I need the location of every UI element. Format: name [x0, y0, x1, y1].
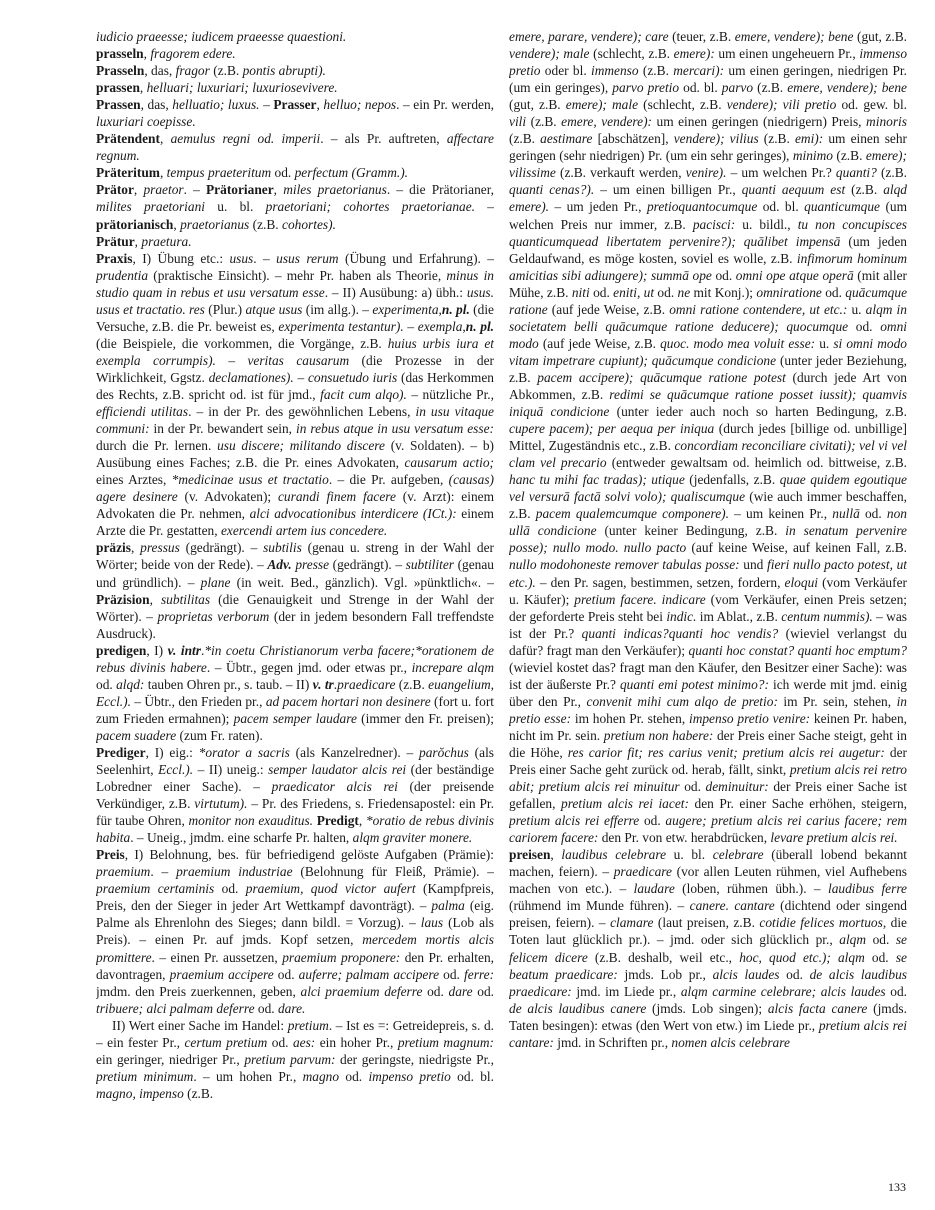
dictionary-entry: Praxis, I) Übung etc.: usus. – usus rerum (Übung und Erfahrung). – prudentia (praktische Einsicht). – mehr Pr. haben als Theorie, minus in studio quam in rebus et usu versatum esse. – II) Ausübung: a) übh.: usus. usus et tractatio. res (Plur.) atque usus (im allg.). – experimenta,n. pl. (die Versuche, z.B. die Pr. beweist es, experimenta testantur). – exempla,n. pl. (die Beispiele, die vorkommen, die Vorgänge, z.B. huius urbis iura et exempla corrumpis). – veritas causarum (die Prozesse in der Wirklichkeit, Ggstz. declamationes). – consuetudo iuris (das Herkommen des Rechts, z.B. spricht od. ist für jmd., facit cum alqo). – nützliche Pr., efficiendi utilitas. – in der Pr. des gewöhnlichen Lebens, in usu vitaque communi: in der Pr. bewandert sein, in rebus atque in usu versatum esse: durch die Pr. lernen. usu discere; militando discere (v. Soldaten). – b) Ausübung eines Faches; z.B. die Pr. eines Advokaten, causarum actio; eines Arztes, *medicinae usus et tractatio. – die Pr. aufgeben, (causas) agere desinere (v. Advokaten); curandi finem facere (v. Arzt): einem Advokaten die Pr. nehmen, alci advocationibus interdicere (ICt.): einem Arzte die Pr. gestatten, exercendi artem ius concedere.	[96, 250, 494, 539]
dictionary-entry: Prätor, praetor. – Prätorianer, miles praetorianus. – die Prätorianer, milites praetoriani u. bl. praetoriani; cohortes praetorianae. – prätorianisch, praetorianus (z.B. cohortes).	[96, 182, 494, 232]
dictionary-entry: Prassen, das, helluatio; luxus. – Prasser, helluo; nepos. – ein Pr. werden, luxuriari coepisse.	[96, 97, 494, 130]
headword: prassen	[96, 80, 140, 96]
headword: prasseln	[96, 46, 144, 62]
headword: Prasser	[273, 97, 317, 113]
headword: Präzision	[96, 591, 150, 607]
headword: preisen	[509, 847, 551, 863]
headword: n. pl.	[465, 318, 494, 334]
headword: prätorianisch	[96, 216, 174, 232]
right-column	[509, 28, 907, 1184]
dictionary-entry: präzis, pressus (gedrängt). – subtilis (genau u. streng in der Wahl der Wörter; beide von der Rede). – Adv. presse (gedrängt). – subtiliter (genau und gründlich). – plane (in weit. Bed., gänzlich). Vgl. »pünktlich«. – Präzision, subtilitas (die Genauigkeit und Strenge in der Wahl der Wörter). – proprietas verborum (der in jedem besondern Fall treffendste Ausdruck).	[96, 540, 494, 641]
headword: v. intr	[167, 642, 201, 658]
headword: Preis	[96, 847, 125, 863]
headword: Prasseln	[96, 63, 145, 79]
left-column	[96, 28, 494, 1184]
headword: Prätor	[96, 182, 134, 198]
headword: präzis	[96, 540, 131, 556]
headword: Predigt	[316, 813, 359, 829]
headword: Adv.	[267, 557, 292, 573]
headword: Präteritum	[96, 165, 160, 181]
dictionary-entry: Prediger, I) eig.: *orator a sacris (als Kanzelredner). – parŏchus (als Seelenhirt, Eccl.). – II) uneig.: semper laudator alcis rei (der beständige Lobredner einer Sache). – praedicator alcis rei (der preisende Verkündiger, z.B. virtutum). – Pr. des Friedens, s. Friedensapostel: ein Pr. für taube Ohren, monitor non exauditus. Predigt, *oratio de rebus divinis habita. – Uneig., jmdm. eine scharfe Pr. halten, alqm graviter monere.	[96, 744, 494, 846]
headword: Prätendent	[96, 131, 160, 147]
dictionary-entry: prasseln, fragorem edere.	[96, 46, 236, 62]
headword: predigen	[96, 642, 147, 658]
dictionary-entry: emere, parare, vendere); care (teuer, z.B. emere, vendere); bene (gut, z.B. vendere); male (schlecht, z.B. emere): um einen ungeheuern Pr., immenso pretio oder bl. immenso (z.B. mercari): um einen geringen, niedrigen Pr. (um ein geringes), parvo pretio od. bl. parvo (z.B. emere, vendere); bene (gut, z.B. emere); male (schlecht, z.B. vendere); vili pretio od. gew. bl. vili (z.B. emere, vendere): um einen geringen (niedrigern) Preis, minoris (z.B. aestimare [abschätzen], vendere); vilius (z.B. emi): um einen sehr geringen (sehr niedrigen) Pr. (um ein sehr geringes), minimo (z.B. emere); vilissime (z.B. verkauft werden, venire). – um welchen Pr.? quanti? (z.B. quanti cenas?). – um einen billigen Pr., quanti aequum est (z.B. alqd emere). – um jeden Pr., pretioquantocumque od. bl. quanticumque (um welchen Preis nur immer, z.B. pacisci: u. bildl., tu non concupisces quanticumquead libertatem pervenire?); quālibet impensā (um jeden Geldaufwand, es möge kosten, soviel es wolle, z.B. infimorum hominum amicitias sibi adiungere); summā ope od. omni ope atque operā (mit aller Mühe, z.B. niti od. eniti, ut od. ne mit Konj.); omniratione od. quācumque ratione (auf jede Weise, z.B. omni ratione contendere, ut etc.: u. alqm in societatem belli quācumque ratione deducere); quocumque od. omni modo (auf jede Weise, z.B. quoc. modo mea voluit esse: u. si omni modo vitam impetrare cupiunt); quācumque condicione (unter jeder Beziehung, z.B. pacem accipere); quācumque ratione potest (durch jede Art von Abkommen, z.B. redimi se quācumque ratione posset iussit); quamvis iniquā condicione (unter ieder auch noch so harten Bedingung, z.B. cupere pacem); per aequa per iniqua (durch jedes [billige od. unbillige] Mittel, Zugeständnis etc., z.B. concordiam reconciliare civitati); vel vi vel clam vel precario (entweder gewaltsam od. heimlich od. bittweise, z.B. hanc tu mihi fac tradas); utique (jedenfalls, z.B. quae quidem egoutique vel versurā factā solvi volo); qualiscumque (wie auch immer beschaffen, z.B. pacem qualemcumque componere). – um keinen Pr., nullā od. non ullā condicione (unter keiner Bedingung, z.B. in senatum pervenire posse); nullo modo. nullo pacto (auf keine Weise, auf keinen Fall, z.B. nullo modohoneste remover tabulas posse: und fieri nullo pacto potest, ut etc.). – den Pr. sagen, bestimmen, setzen, fordern, eloqui (vom Verkäufer u. Käufer); pretium facere. indicare (vom Verkäufer, einen Preis setzen; der geforderte Preis steht bei indic. im Ablat., z.B. centum nummis). – was ist der Pr.? quanti indicas?quanti hoc vendis? (wieviel verlangst du dafür? fragt man den Verkäufer); quanti hoc constat? quanti hoc emptum? (wieviel kostet das? fragt man den Käufer, den Besitzer einer Sache): was ist der äußerste Pr.? quanti emi potest minimo?: ich werde mit jmd. einig über den Pr., convenit mihi cum alqo de pretio: im Pr. sein, stehen, in pretio esse: im hohen Pr. stehen, impenso pretio venire: keinen Pr. haben, nicht im Pr. sein. pretium non habere: der Preis einer Sache steigt, geht in die Höhe, res carior fit; res carius venit; pretium alcis rei augetur: der Preis einer Sache geht zurück od. herab, fällt, sinkt, pretium alcis rei retro abit; pretium alcis rei minuitur od. deminuitur: der Preis einer Sache ist gefallen, pretium alcis rei iacet: den Pr. einer Sache erhöhen, steigern, pretium alcis rei efferre od. augere; pretium alcis rei carius facere; rem cariorem facere: den Pr. von etw. herabdrücken, levare pretium alcis rei.	[509, 29, 907, 846]
headword: Prassen	[96, 97, 141, 113]
headword: n. pl.	[441, 301, 470, 317]
page-number: 133	[888, 1180, 906, 1194]
dictionary-entry: prassen, helluari; luxuriari; luxuriosevivere.	[96, 80, 338, 96]
headword: Prätorianer	[206, 182, 274, 198]
headword: v. tr	[312, 676, 334, 692]
headword: Prediger	[96, 744, 146, 760]
dictionary-entry: Präteritum, tempus praeteritum od. perfectum (Gramm.).	[96, 165, 409, 181]
dictionary-entry: preisen, laudibus celebrare u. bl. celebrare (überall lobend bekannt machen, feiern). – praedicare (vor allen Leuten rühmen, viel Aufhebens machen von etc.). – laudare (loben, rühmen übh.). – laudibus ferre (rühmend im Munde führen). – canere. cantare (dichtend oder singend preisen, feiern). – clamare (laut preisen, z.B. cotidie felices mortuos, die Toten laut glücklich pr.). – jmd. oder sich glücklich pr., alqm od. se felicem dicere (z.B. deshalb, weil etc., hoc, quod etc.); alqm od. se beatum praedicare: jmds. Lob pr., alcis laudes od. de alcis laudibus praedicare: jmd. im Liede pr., alqm carmine celebrare; alcis laudes od. de alcis laudibus canere (jmds. Lob singen); alcis facta canere (jmds. Taten besingen): etwas (den Wert von etw.) im Liede pr., pretium alcis rei cantare: jmd. in Schriften pr., nomen alcis celebrare	[509, 847, 907, 1050]
dictionary-entry: Prätur, praetura.	[96, 233, 192, 249]
dictionary-entry: predigen, I) v. intr.*in coetu Christianorum verba facere;*orationem de rebus divinis habere. – Übtr., gegen jmd. oder etwas pr., increpare alqm od. alqd: tauben Ohren pr., s. taub. – II) v. tr.praedicare (z.B. euangelium, Eccl.). – Übtr., den Frieden pr., ad pacem hortari non desinere (fort u. fort zum Frieden ermahnen); pacem semper laudare (immer den Fr. preisen); pacem suadere (zum Fr. raten).	[96, 642, 494, 743]
dictionary-entry: Prasseln, das, fragor (z.B. pontis abrupti).	[96, 63, 326, 79]
headword: Praxis	[96, 250, 133, 266]
dictionary-entry: II) Wert einer Sache im Handel: pretium. – Ist es =: Getreidepreis, s. d. – ein fester Pr., certum pretium od. aes: ein hoher Pr., pretium magnum: ein geringer, niedriger Pr., pretium parvum: der geringste, niedrigste Pr., pretium minimum. – um hohen Pr., magno od. impenso pretio od. bl. magno, impenso (z.B.	[96, 1017, 494, 1101]
dictionary-entry: Prätendent, aemulus regni od. imperii. – als Pr. auftreten, affectare regnum.	[96, 131, 494, 164]
dictionary-entry: Preis, I) Belohnung, bes. für befriedigend gelöste Aufgaben (Prämie): praemium. – praemium industriae (Belohnung für Fleiß, Prämie). – praemium certaminis od. praemium, quod victor aufert (Kampfpreis, Preis, den der Sieger in jeder Art Wettkampf davonträgt). – palma (eig. Palme als Ehrenlohn des Sieges; dann bildl. = Vorzug). – laus (Lob als Preis). – einen Pr. auf jmds. Kopf setzen, mercedem mortis alcis promittere. – einen Pr. aussetzen, praemium proponere: den Pr. erhalten, davontragen, praemium accipere od. auferre; palmam accipere od. ferre: jmdm. den Preis zuerkennen, geben, alci praemium deferre od. dare od. tribuere; alci palmam deferre od. dare.	[96, 847, 494, 1016]
headword: Prätur	[96, 233, 135, 249]
dictionary-entry: iudicio praeesse; iudicem praeesse quaestioni.	[96, 29, 347, 44]
